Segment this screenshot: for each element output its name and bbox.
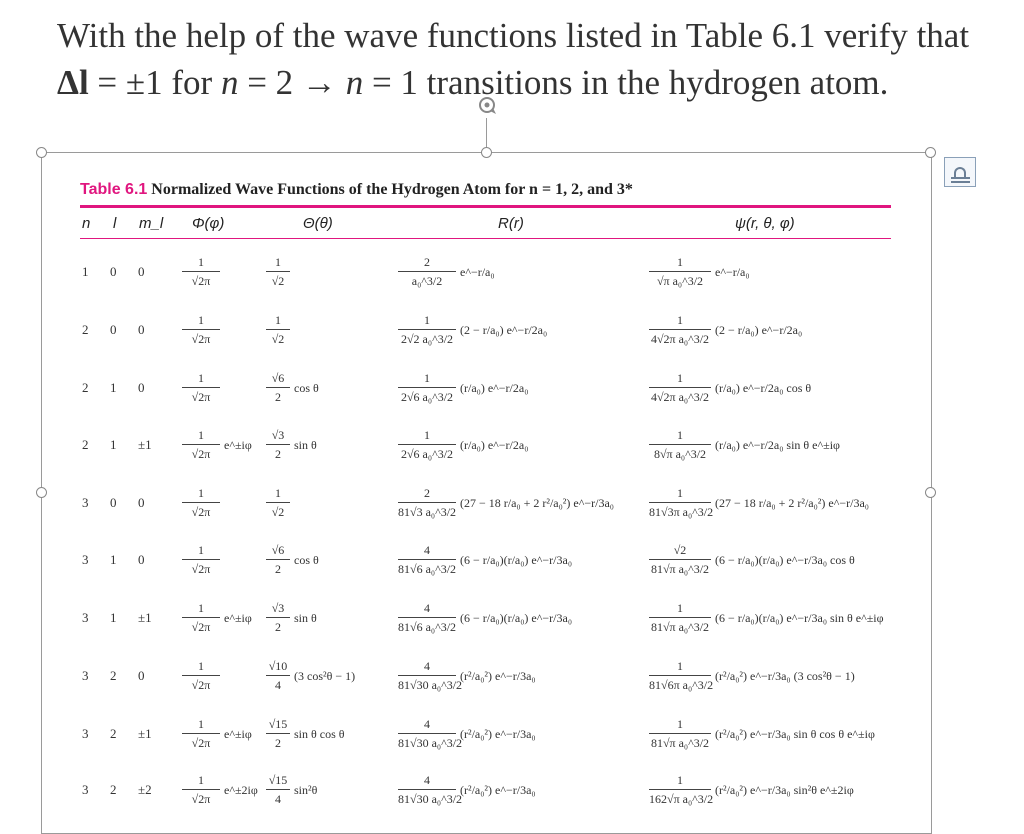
numerator: 4 bbox=[424, 717, 430, 731]
denominator: √2π bbox=[191, 736, 211, 750]
numerator: 1 bbox=[677, 255, 683, 269]
fraction-bar bbox=[398, 675, 456, 676]
numerator: 4 bbox=[424, 601, 430, 615]
cell-theta-fraction bbox=[266, 601, 290, 634]
fraction-bar bbox=[649, 444, 711, 445]
cell-phi-tail: e^±iφ bbox=[224, 438, 252, 452]
cell-theta-tail: (3 cos²θ − 1) bbox=[294, 669, 356, 683]
cell-psi-fraction bbox=[649, 255, 711, 288]
cell-l: 2 bbox=[110, 668, 117, 683]
cell-l: 1 bbox=[110, 552, 117, 567]
cell-l: 0 bbox=[110, 264, 117, 279]
numerator: 1 bbox=[198, 773, 204, 787]
cell-r-fraction bbox=[398, 486, 456, 519]
cell-psi-fraction bbox=[649, 371, 711, 404]
fraction-bar bbox=[398, 271, 456, 272]
denominator: √2π bbox=[191, 562, 211, 576]
rotate-handle-icon[interactable] bbox=[476, 94, 498, 116]
numerator: 1 bbox=[677, 313, 683, 327]
cell-l: 2 bbox=[110, 782, 117, 797]
table-header-rule bbox=[80, 238, 891, 239]
cell-theta-fraction bbox=[266, 313, 290, 346]
cell-l: 1 bbox=[110, 437, 117, 452]
cell-m: ±1 bbox=[138, 610, 152, 625]
cell-r-tail: (r²/a₀²) e^−r/3a₀ bbox=[460, 727, 536, 741]
cell-psi-fraction bbox=[649, 428, 711, 461]
table-caption bbox=[80, 181, 633, 199]
cell-r-fraction bbox=[398, 428, 456, 461]
cell-n: 2 bbox=[82, 437, 89, 452]
fraction-bar bbox=[649, 271, 711, 272]
cell-psi-fraction bbox=[649, 773, 714, 806]
numerator: 1 bbox=[198, 255, 204, 269]
fraction-bar bbox=[182, 789, 220, 790]
numerator: √15 bbox=[268, 717, 288, 731]
cell-theta-fraction bbox=[266, 717, 290, 750]
fraction-bar bbox=[649, 329, 711, 330]
fraction-bar bbox=[182, 271, 220, 272]
cell-theta-tail: cos θ bbox=[294, 381, 319, 395]
numerator: 1 bbox=[677, 371, 683, 385]
cell-r-fraction bbox=[398, 255, 456, 288]
denominator: 81√3 a₀^3/2 bbox=[398, 505, 457, 519]
cell-m: ±1 bbox=[138, 726, 152, 741]
numerator: √3 bbox=[271, 428, 285, 442]
cell-theta-fraction bbox=[266, 773, 290, 806]
cell-phi-fraction bbox=[182, 543, 220, 576]
table-row bbox=[0, 313, 1024, 371]
cell-theta-tail: sin θ bbox=[294, 611, 317, 625]
header-ml: m_l bbox=[139, 215, 164, 232]
denominator: 81√30 a₀^3/2 bbox=[398, 678, 463, 692]
denominator: √2 bbox=[271, 332, 285, 346]
numerator: √10 bbox=[268, 659, 288, 673]
cell-r-fraction bbox=[398, 717, 463, 750]
header-theta: Θ(θ) bbox=[303, 215, 333, 232]
cell-theta-tail: sin θ bbox=[294, 438, 317, 452]
layout-line bbox=[951, 181, 970, 183]
table-row bbox=[0, 601, 1024, 659]
cell-r-fraction bbox=[398, 543, 456, 576]
numerator: 1 bbox=[198, 543, 204, 557]
fraction-bar bbox=[266, 789, 290, 790]
denominator: 81√π a₀^3/2 bbox=[650, 620, 710, 634]
cell-r-tail: (r/a₀) e^−r/2a₀ bbox=[460, 381, 529, 395]
cell-n: 3 bbox=[82, 668, 89, 683]
cell-l: 1 bbox=[110, 380, 117, 395]
cell-m: ±2 bbox=[138, 782, 152, 797]
cell-psi-tail: (27 − 18 r/a₀ + 2 r²/a₀²) e^−r/3a₀ bbox=[715, 496, 869, 510]
numerator: 2 bbox=[424, 255, 430, 269]
numerator: 1 bbox=[424, 313, 430, 327]
denominator: 81√π a₀^3/2 bbox=[650, 736, 710, 750]
cell-phi-fraction bbox=[182, 773, 220, 806]
cell-theta-fraction bbox=[266, 428, 290, 461]
numerator: 1 bbox=[275, 486, 281, 500]
cell-phi-fraction bbox=[182, 313, 220, 346]
cell-theta-fraction bbox=[266, 371, 290, 404]
table-row bbox=[0, 659, 1024, 717]
cell-l: 1 bbox=[110, 610, 117, 625]
cell-r-tail: (r²/a₀²) e^−r/3a₀ bbox=[460, 669, 536, 683]
numerator: 1 bbox=[198, 601, 204, 615]
denominator: √2 bbox=[271, 274, 285, 288]
question-part: = 2 → bbox=[238, 63, 346, 102]
denominator: 2√6 a₀^3/2 bbox=[400, 390, 454, 404]
numerator: √6 bbox=[271, 371, 285, 385]
numerator: 4 bbox=[424, 543, 430, 557]
cell-theta-tail: sin θ cos θ bbox=[294, 727, 345, 741]
question-part: With the help of the wave functions listed in Table 6.1 verify that bbox=[57, 16, 970, 55]
fraction-bar bbox=[649, 733, 711, 734]
numerator: √3 bbox=[271, 601, 285, 615]
denominator: 2 bbox=[275, 736, 281, 750]
cell-psi-tail: (6 − r/a₀)(r/a₀) e^−r/3a₀ sin θ e^±iφ bbox=[715, 611, 884, 625]
cell-r-fraction bbox=[398, 371, 456, 404]
fraction-bar bbox=[398, 329, 456, 330]
header-n: n bbox=[82, 215, 91, 232]
fraction-bar bbox=[398, 733, 456, 734]
numerator: 4 bbox=[424, 659, 430, 673]
fraction-bar bbox=[398, 789, 456, 790]
table-row bbox=[0, 543, 1024, 601]
denominator: √2 bbox=[271, 505, 285, 519]
numerator: 1 bbox=[198, 717, 204, 731]
cell-r-tail: (r/a₀) e^−r/2a₀ bbox=[460, 438, 529, 452]
fraction-bar bbox=[182, 733, 220, 734]
fraction-bar bbox=[649, 789, 711, 790]
numerator: 1 bbox=[424, 428, 430, 442]
table-row bbox=[0, 773, 1024, 831]
cell-r-fraction bbox=[398, 659, 463, 692]
cell-phi-fraction bbox=[182, 659, 220, 692]
numerator: 1 bbox=[198, 313, 204, 327]
cell-theta-tail: cos θ bbox=[294, 553, 319, 567]
fraction-bar bbox=[266, 387, 290, 388]
cell-r-fraction bbox=[398, 773, 463, 806]
denominator: 8√π a₀^3/2 bbox=[653, 447, 707, 461]
table-row bbox=[0, 255, 1024, 313]
cell-psi-fraction bbox=[649, 486, 714, 519]
fraction-bar bbox=[266, 444, 290, 445]
cell-n: 3 bbox=[82, 495, 89, 510]
fraction-bar bbox=[182, 444, 220, 445]
cell-psi-tail: (r²/a₀²) e^−r/3a₀ (3 cos²θ − 1) bbox=[715, 669, 855, 683]
cell-n: 3 bbox=[82, 782, 89, 797]
denominator: 2√2 a₀^3/2 bbox=[400, 332, 454, 346]
cell-l: 0 bbox=[110, 495, 117, 510]
cell-psi-fraction bbox=[649, 659, 714, 692]
cell-psi-fraction bbox=[649, 313, 711, 346]
denominator: √2π bbox=[191, 274, 211, 288]
cell-l: 0 bbox=[110, 322, 117, 337]
numerator: 1 bbox=[677, 486, 683, 500]
denominator: 81√6 a₀^3/2 bbox=[398, 620, 457, 634]
denominator: 81√30 a₀^3/2 bbox=[398, 792, 463, 806]
cell-psi-tail: (6 − r/a₀)(r/a₀) e^−r/3a₀ cos θ bbox=[715, 553, 855, 567]
fraction-bar bbox=[266, 733, 290, 734]
cell-theta-fraction bbox=[266, 486, 290, 519]
table-row bbox=[0, 428, 1024, 486]
n-symbol: n bbox=[345, 63, 364, 102]
cell-l: 2 bbox=[110, 726, 117, 741]
n-symbol: n bbox=[220, 63, 239, 102]
denominator: 4 bbox=[275, 678, 281, 692]
fraction-bar bbox=[182, 675, 220, 676]
numerator: 1 bbox=[198, 371, 204, 385]
denominator: 162√π a₀^3/2 bbox=[649, 792, 714, 806]
fraction-bar bbox=[649, 502, 711, 503]
cell-psi-tail: (r/a₀) e^−r/2a₀ cos θ bbox=[715, 381, 812, 395]
cell-r-tail: (6 − r/a₀)(r/a₀) e^−r/3a₀ bbox=[460, 611, 572, 625]
numerator: 1 bbox=[198, 486, 204, 500]
cell-n: 2 bbox=[82, 380, 89, 395]
header-r: R(r) bbox=[498, 215, 524, 232]
cell-psi-fraction bbox=[649, 543, 711, 576]
fraction-bar bbox=[266, 329, 290, 330]
numerator: 1 bbox=[424, 371, 430, 385]
numerator: √2 bbox=[673, 543, 687, 557]
layout-options-button[interactable] bbox=[944, 157, 976, 187]
cell-theta-tail: sin²θ bbox=[294, 783, 318, 797]
cell-m: 0 bbox=[138, 552, 145, 567]
numerator: 1 bbox=[677, 601, 683, 615]
denominator: 81√3π a₀^3/2 bbox=[649, 505, 714, 519]
table-top-rule bbox=[80, 205, 891, 208]
cell-phi-tail: e^±2iφ bbox=[224, 783, 258, 797]
denominator: 81√π a₀^3/2 bbox=[650, 562, 710, 576]
table-caption-text: Normalized Wave Functions of the Hydrogen Atom for n = 1, 2, and 3* bbox=[151, 181, 633, 198]
denominator: 81√30 a₀^3/2 bbox=[398, 736, 463, 750]
denominator: √2π bbox=[191, 678, 211, 692]
fraction-bar bbox=[649, 675, 711, 676]
numerator: 4 bbox=[424, 773, 430, 787]
layout-options-icon bbox=[954, 167, 966, 177]
cell-n: 3 bbox=[82, 726, 89, 741]
cell-m: ±1 bbox=[138, 437, 152, 452]
header-phi: Φ(φ) bbox=[192, 215, 225, 232]
cell-phi-fraction bbox=[182, 717, 220, 750]
fraction-bar bbox=[649, 617, 711, 618]
cell-m: 0 bbox=[138, 668, 145, 683]
fraction-bar bbox=[266, 617, 290, 618]
cell-r-tail: (27 − 18 r/a₀ + 2 r²/a₀²) e^−r/3a₀ bbox=[460, 496, 614, 510]
delta-l-symbol: Δl bbox=[57, 63, 89, 102]
numerator: 1 bbox=[198, 428, 204, 442]
denominator: 4√2π a₀^3/2 bbox=[650, 332, 710, 346]
denominator: 2 bbox=[275, 390, 281, 404]
table-label: Table 6.1 bbox=[80, 181, 148, 198]
cell-psi-fraction bbox=[649, 717, 711, 750]
cell-m: 0 bbox=[138, 264, 145, 279]
cell-phi-fraction bbox=[182, 428, 220, 461]
cell-m: 0 bbox=[138, 380, 145, 395]
fraction-bar bbox=[182, 617, 220, 618]
cell-phi-fraction bbox=[182, 601, 220, 634]
numerator: 2 bbox=[424, 486, 430, 500]
cell-phi-tail: e^±iφ bbox=[224, 611, 252, 625]
header-l: l bbox=[113, 215, 117, 232]
cell-phi-fraction bbox=[182, 255, 220, 288]
fraction-bar bbox=[649, 559, 711, 560]
denominator: √2π bbox=[191, 620, 211, 634]
cell-m: 0 bbox=[138, 322, 145, 337]
cell-theta-fraction bbox=[266, 543, 290, 576]
cell-theta-fraction bbox=[266, 659, 290, 692]
denominator: √2π bbox=[191, 505, 211, 519]
denominator: √2π bbox=[191, 447, 211, 461]
denominator: √π a₀^3/2 bbox=[656, 274, 704, 288]
cell-n: 2 bbox=[82, 322, 89, 337]
denominator: 4 bbox=[275, 792, 281, 806]
denominator: √2π bbox=[191, 390, 211, 404]
fraction-bar bbox=[266, 502, 290, 503]
cell-r-tail: (6 − r/a₀)(r/a₀) e^−r/3a₀ bbox=[460, 553, 572, 567]
numerator: 1 bbox=[677, 717, 683, 731]
cell-phi-fraction bbox=[182, 371, 220, 404]
fraction-bar bbox=[182, 559, 220, 560]
denominator: 4√2π a₀^3/2 bbox=[650, 390, 710, 404]
denominator: 2 bbox=[275, 562, 281, 576]
denominator: √2π bbox=[191, 792, 211, 806]
cell-psi-tail: (r²/a₀²) e^−r/3a₀ sin θ cos θ e^±iφ bbox=[715, 727, 875, 741]
fraction-bar bbox=[398, 387, 456, 388]
denominator: 2√6 a₀^3/2 bbox=[400, 447, 454, 461]
cell-r-tail: (2 − r/a₀) e^−r/2a₀ bbox=[460, 323, 548, 337]
resize-handle-top-left[interactable] bbox=[36, 147, 47, 158]
resize-handle-top[interactable] bbox=[481, 147, 492, 158]
question-text bbox=[57, 12, 1007, 106]
layout-line bbox=[951, 177, 970, 179]
cell-n: 3 bbox=[82, 552, 89, 567]
fraction-bar bbox=[649, 387, 711, 388]
fraction-bar bbox=[266, 675, 290, 676]
header-psi: ψ(r, θ, φ) bbox=[735, 215, 795, 232]
cell-psi-fraction bbox=[649, 601, 711, 634]
table-row bbox=[0, 717, 1024, 775]
cell-m: 0 bbox=[138, 495, 145, 510]
cell-psi-tail: e^−r/a₀ bbox=[715, 265, 750, 279]
fraction-bar bbox=[182, 502, 220, 503]
numerator: 1 bbox=[677, 773, 683, 787]
denominator: 81√6π a₀^3/2 bbox=[649, 678, 714, 692]
cell-r-fraction bbox=[398, 601, 456, 634]
question-part: = ±1 for bbox=[88, 63, 221, 102]
denominator: a₀^3/2 bbox=[411, 274, 443, 288]
numerator: √6 bbox=[271, 543, 285, 557]
numerator: 1 bbox=[677, 428, 683, 442]
fraction-bar bbox=[182, 387, 220, 388]
denominator: √2π bbox=[191, 332, 211, 346]
cell-phi-tail: e^±iφ bbox=[224, 727, 252, 741]
numerator: 1 bbox=[275, 255, 281, 269]
fraction-bar bbox=[398, 502, 456, 503]
numerator: √15 bbox=[268, 773, 288, 787]
fraction-bar bbox=[398, 444, 456, 445]
fraction-bar bbox=[398, 617, 456, 618]
denominator: 2 bbox=[275, 620, 281, 634]
resize-handle-top-right[interactable] bbox=[925, 147, 936, 158]
cell-r-fraction bbox=[398, 313, 456, 346]
denominator: 2 bbox=[275, 447, 281, 461]
fraction-bar bbox=[398, 559, 456, 560]
numerator: 1 bbox=[677, 659, 683, 673]
table-row bbox=[0, 486, 1024, 544]
cell-n: 1 bbox=[82, 264, 89, 279]
cell-phi-fraction bbox=[182, 486, 220, 519]
cell-psi-tail: (r/a₀) e^−r/2a₀ sin θ e^±iφ bbox=[715, 438, 840, 452]
table-row bbox=[0, 371, 1024, 429]
numerator: 1 bbox=[275, 313, 281, 327]
fraction-bar bbox=[182, 329, 220, 330]
cell-psi-tail: (r²/a₀²) e^−r/3a₀ sin²θ e^±2iφ bbox=[715, 783, 854, 797]
cell-psi-tail: (2 − r/a₀) e^−r/2a₀ bbox=[715, 323, 803, 337]
cell-theta-fraction bbox=[266, 255, 290, 288]
cell-r-tail: (r²/a₀²) e^−r/3a₀ bbox=[460, 783, 536, 797]
question-part: = 1 transitions in the hydrogen atom. bbox=[363, 63, 889, 102]
fraction-bar bbox=[266, 271, 290, 272]
numerator: 1 bbox=[198, 659, 204, 673]
cell-r-tail: e^−r/a₀ bbox=[460, 265, 495, 279]
cell-n: 3 bbox=[82, 610, 89, 625]
fraction-bar bbox=[266, 559, 290, 560]
denominator: 81√6 a₀^3/2 bbox=[398, 562, 457, 576]
